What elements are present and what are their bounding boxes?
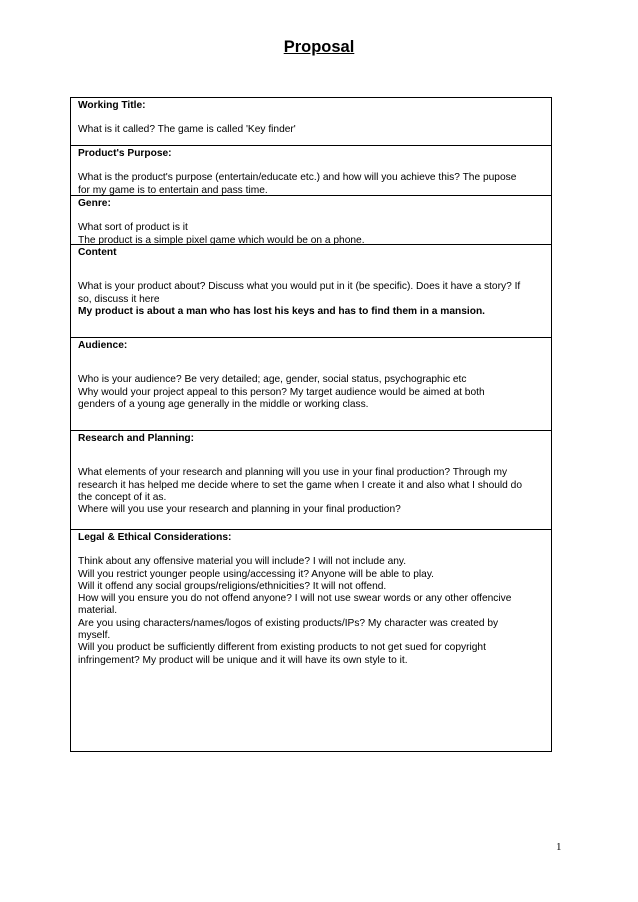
section-heading: Genre: — [78, 198, 111, 209]
section-text: so, discuss it here — [78, 293, 160, 305]
section-text: infringement? My product will be unique and it will have its own style to it. — [78, 654, 408, 666]
section-text: What elements of your research and planning will you use in your final production? Through my — [78, 467, 508, 479]
section-research — [71, 430, 551, 529]
section-text: myself. — [78, 630, 111, 642]
section-genre — [71, 195, 551, 244]
section-heading: Product's Purpose: — [78, 148, 172, 159]
section-heading: Legal & Ethical Considerations: — [78, 532, 232, 543]
page-number: 1 — [556, 841, 562, 853]
section-heading: Content — [78, 247, 117, 258]
section-working-title — [71, 98, 551, 145]
section-text: What is it called? The game is called 'Key finder' — [78, 124, 296, 136]
section-text: Where will you use your research and planning in your final production? — [78, 504, 401, 516]
section-text: What sort of product is it — [78, 222, 188, 234]
section-text: Will you product be sufficiently different from existing products to not get sued for copyright — [78, 642, 486, 654]
section-audience — [71, 337, 551, 430]
section-legal — [71, 529, 551, 751]
section-content — [71, 244, 551, 337]
section-heading: Audience: — [78, 340, 128, 351]
proposal-form — [70, 97, 552, 752]
section-text: for my game is to entertain and pass time. — [78, 184, 268, 196]
section-text: Will it offend any social groups/religions/ethnicities? It will not offend. — [78, 580, 387, 592]
section-text: genders of a young age generally in the middle or working class. — [78, 398, 369, 410]
section-text: the concept of it as. — [78, 491, 167, 503]
section-text: Will you restrict younger people using/accessing it? Anyone will be able to play. — [78, 568, 434, 580]
section-text: Think about any offensive material you will include? I will not include any. — [78, 556, 407, 568]
section-heading: Research and Planning: — [78, 433, 195, 444]
section-text: The product is a simple pixel game which would be on a phone. — [78, 234, 365, 246]
section-text: Why would your project appeal to this person? My target audience would be aimed at both — [78, 386, 485, 398]
section-heading: Working Title: — [78, 100, 146, 111]
section-text: material. — [78, 605, 118, 617]
section-text: Who is your audience? Be very detailed; age, gender, social status, psychographic etc — [78, 374, 467, 386]
page-title: Proposal — [283, 38, 355, 56]
section-text: My product is about a man who has lost his keys and has to find them in a mansion. — [78, 305, 485, 317]
section-text: What is the product's purpose (entertain/educate etc.) and how will you achieve this? The pupose — [78, 172, 517, 184]
section-text: How will you ensure you do not offend anyone? I will not use swear words or any other offencive — [78, 593, 512, 605]
section-text: research it has helped me decide where to set the game when I create it and also what I should do — [78, 479, 522, 491]
section-text: Are you using characters/names/logos of existing products/IPs? My character was created by — [78, 617, 499, 629]
section-purpose — [71, 145, 551, 195]
section-text: What is your product about? Discuss what you would put in it (be specific). Does it have a story? If — [78, 281, 521, 293]
